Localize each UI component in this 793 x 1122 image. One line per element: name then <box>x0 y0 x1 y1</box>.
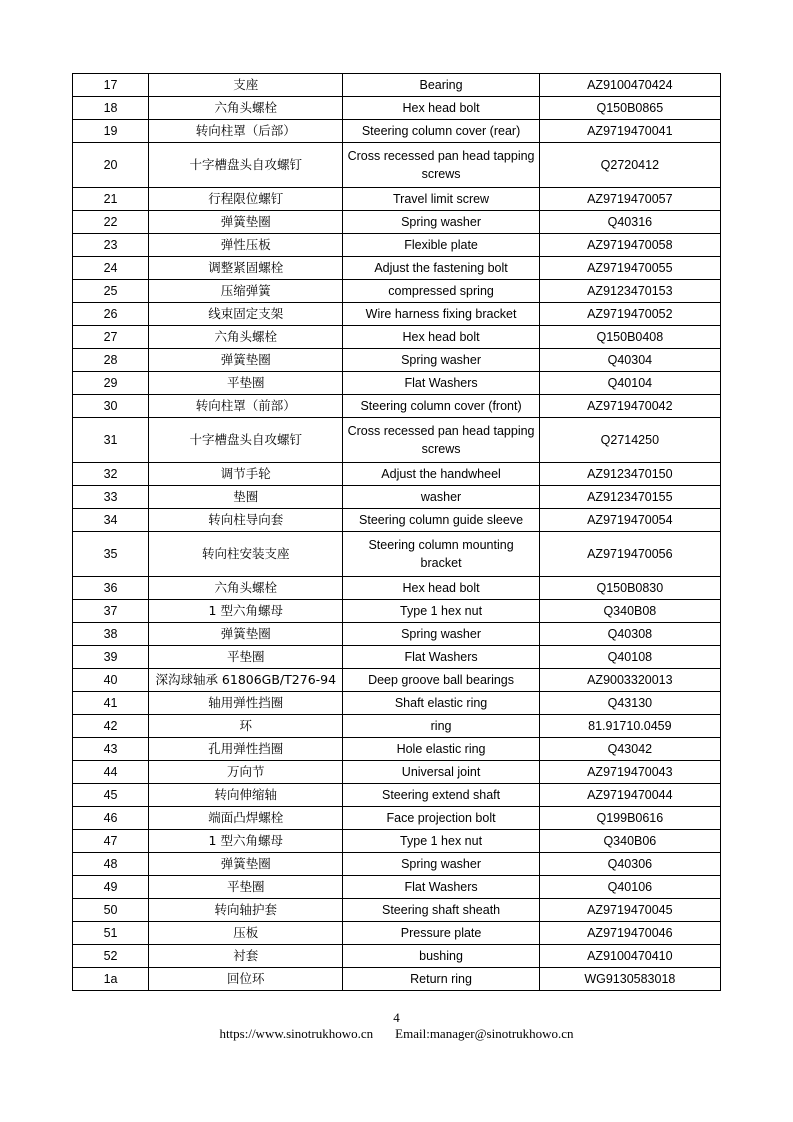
table-row <box>73 761 721 784</box>
chinese-name-cell: 十字槽盘头自攻螺钉 <box>149 418 343 463</box>
part-code-cell: Q340B06 <box>539 830 720 853</box>
part-code-cell: Q40104 <box>539 372 720 395</box>
table-row <box>73 509 721 532</box>
part-code-cell: Q40304 <box>539 349 720 372</box>
part-code-cell: Q150B0830 <box>539 577 720 600</box>
chinese-name-cell: 六角头螺栓 <box>149 577 343 600</box>
part-code-cell: AZ9719470052 <box>539 303 720 326</box>
english-name-cell: Flat Washers <box>343 646 539 669</box>
chinese-name-cell: 调整紧固螺栓 <box>149 257 343 280</box>
english-name-cell: Spring washer <box>343 211 539 234</box>
part-number-cell: 35 <box>73 532 149 577</box>
english-name-cell: Spring washer <box>343 623 539 646</box>
table-row <box>73 945 721 968</box>
part-code-cell: AZ9123470155 <box>539 486 720 509</box>
english-name-cell: Hole elastic ring <box>343 738 539 761</box>
part-code-cell: AZ9719470045 <box>539 899 720 922</box>
table-row <box>73 715 721 738</box>
english-name-cell: Flexible plate <box>343 234 539 257</box>
part-number-cell: 46 <box>73 807 149 830</box>
chinese-name-cell: 1 型六角螺母 <box>149 600 343 623</box>
part-number-cell: 34 <box>73 509 149 532</box>
chinese-name-cell: 弹簧垫圈 <box>149 349 343 372</box>
table-row <box>73 303 721 326</box>
english-name-cell: bushing <box>343 945 539 968</box>
part-code-cell: AZ9100470410 <box>539 945 720 968</box>
english-name-cell: Bearing <box>343 74 539 97</box>
part-number-cell: 1a <box>73 968 149 991</box>
table-row <box>73 830 721 853</box>
chinese-name-cell: 1 型六角螺母 <box>149 830 343 853</box>
chinese-name-cell: 六角头螺栓 <box>149 97 343 120</box>
part-number-cell: 51 <box>73 922 149 945</box>
table-row <box>73 532 721 577</box>
table-row <box>73 74 721 97</box>
part-number-cell: 24 <box>73 257 149 280</box>
english-name-cell: Steering column mounting bracket <box>343 532 539 577</box>
english-name-cell: Shaft elastic ring <box>343 692 539 715</box>
english-name-cell: ring <box>343 715 539 738</box>
part-number-cell: 27 <box>73 326 149 349</box>
english-name-cell: Travel limit screw <box>343 188 539 211</box>
english-name-cell: compressed spring <box>343 280 539 303</box>
table-row <box>73 876 721 899</box>
english-name-cell: Face projection bolt <box>343 807 539 830</box>
part-number-cell: 40 <box>73 669 149 692</box>
chinese-name-cell: 线束固定支架 <box>149 303 343 326</box>
english-name-cell: Hex head bolt <box>343 326 539 349</box>
chinese-name-cell: 环 <box>149 715 343 738</box>
part-code-cell: AZ9719470041 <box>539 120 720 143</box>
table-row <box>73 120 721 143</box>
footer-contact <box>0 1026 793 1042</box>
part-number-cell: 38 <box>73 623 149 646</box>
english-name-cell: Adjust the handwheel <box>343 463 539 486</box>
chinese-name-cell: 转向轴护套 <box>149 899 343 922</box>
english-name-cell: Hex head bolt <box>343 97 539 120</box>
chinese-name-cell: 转向柱罩（前部） <box>149 395 343 418</box>
part-code-cell: AZ9719470055 <box>539 257 720 280</box>
part-code-cell: Q40308 <box>539 623 720 646</box>
english-name-cell: Steering extend shaft <box>343 784 539 807</box>
english-name-cell: Type 1 hex nut <box>343 600 539 623</box>
chinese-name-cell: 转向伸缩轴 <box>149 784 343 807</box>
part-code-cell: AZ9719470044 <box>539 784 720 807</box>
part-code-cell: AZ9123470153 <box>539 280 720 303</box>
part-number-cell: 41 <box>73 692 149 715</box>
table-row <box>73 486 721 509</box>
parts-table-body <box>73 74 721 991</box>
part-code-cell: AZ9123470150 <box>539 463 720 486</box>
part-code-cell: AZ9719470056 <box>539 532 720 577</box>
chinese-name-cell: 回位环 <box>149 968 343 991</box>
chinese-name-cell: 支座 <box>149 74 343 97</box>
table-row <box>73 669 721 692</box>
part-code-cell: WG9130583018 <box>539 968 720 991</box>
website-link[interactable]: https://www.sinotrukhowo.cn <box>219 1026 374 1041</box>
table-row <box>73 97 721 120</box>
part-number-cell: 31 <box>73 418 149 463</box>
part-code-cell: AZ9719470046 <box>539 922 720 945</box>
table-row <box>73 234 721 257</box>
part-number-cell: 21 <box>73 188 149 211</box>
part-number-cell: 20 <box>73 143 149 188</box>
english-name-cell: Flat Washers <box>343 372 539 395</box>
english-name-cell: Adjust the fastening bolt <box>343 257 539 280</box>
table-row <box>73 188 721 211</box>
part-code-cell: Q2720412 <box>539 143 720 188</box>
chinese-name-cell: 垫圈 <box>149 486 343 509</box>
page-number: 4 <box>393 1010 400 1025</box>
part-number-cell: 37 <box>73 600 149 623</box>
english-name-cell: Steering column cover (front) <box>343 395 539 418</box>
part-code-cell: AZ9719470043 <box>539 761 720 784</box>
table-row <box>73 899 721 922</box>
part-number-cell: 33 <box>73 486 149 509</box>
english-name-cell: Wire harness fixing bracket <box>343 303 539 326</box>
chinese-name-cell: 六角头螺栓 <box>149 326 343 349</box>
table-row <box>73 280 721 303</box>
part-number-cell: 25 <box>73 280 149 303</box>
chinese-name-cell: 压板 <box>149 922 343 945</box>
part-number-cell: 50 <box>73 899 149 922</box>
english-name-cell: Cross recessed pan head tapping screws <box>343 143 539 188</box>
chinese-name-cell: 万向节 <box>149 761 343 784</box>
part-number-cell: 48 <box>73 853 149 876</box>
english-name-cell: washer <box>343 486 539 509</box>
table-row <box>73 807 721 830</box>
english-name-cell: Type 1 hex nut <box>343 830 539 853</box>
part-code-cell: AZ9719470054 <box>539 509 720 532</box>
table-row <box>73 784 721 807</box>
part-number-cell: 19 <box>73 120 149 143</box>
chinese-name-cell: 行程限位螺钉 <box>149 188 343 211</box>
part-code-cell: 81.91710.0459 <box>539 715 720 738</box>
chinese-name-cell: 弹簧垫圈 <box>149 211 343 234</box>
table-row <box>73 853 721 876</box>
part-code-cell: Q43130 <box>539 692 720 715</box>
part-code-cell: Q150B0408 <box>539 326 720 349</box>
english-name-cell: Pressure plate <box>343 922 539 945</box>
table-row <box>73 600 721 623</box>
part-code-cell: Q40316 <box>539 211 720 234</box>
table-row <box>73 326 721 349</box>
part-number-cell: 52 <box>73 945 149 968</box>
part-number-cell: 32 <box>73 463 149 486</box>
table-row <box>73 623 721 646</box>
chinese-name-cell: 转向柱罩（后部） <box>149 120 343 143</box>
part-code-cell: Q40108 <box>539 646 720 669</box>
table-row <box>73 646 721 669</box>
parts-table <box>72 73 721 991</box>
part-number-cell: 39 <box>73 646 149 669</box>
table-row <box>73 418 721 463</box>
part-number-cell: 29 <box>73 372 149 395</box>
part-code-cell: Q40306 <box>539 853 720 876</box>
part-code-cell: Q40106 <box>539 876 720 899</box>
english-name-cell: Steering column guide sleeve <box>343 509 539 532</box>
chinese-name-cell: 弹簧垫圈 <box>149 853 343 876</box>
part-number-cell: 30 <box>73 395 149 418</box>
table-row <box>73 395 721 418</box>
english-name-cell: Flat Washers <box>343 876 539 899</box>
part-number-cell: 44 <box>73 761 149 784</box>
table-row <box>73 692 721 715</box>
table-row <box>73 968 721 991</box>
part-code-cell: AZ9719470042 <box>539 395 720 418</box>
chinese-name-cell: 弹性压板 <box>149 234 343 257</box>
part-code-cell: AZ9003320013 <box>539 669 720 692</box>
part-number-cell: 28 <box>73 349 149 372</box>
table-row <box>73 922 721 945</box>
english-name-cell: Cross recessed pan head tapping screws <box>343 418 539 463</box>
part-number-cell: 26 <box>73 303 149 326</box>
table-row <box>73 463 721 486</box>
chinese-name-cell: 端面凸焊螺栓 <box>149 807 343 830</box>
table-row <box>73 143 721 188</box>
table-row <box>73 738 721 761</box>
part-number-cell: 22 <box>73 211 149 234</box>
english-name-cell: Spring washer <box>343 349 539 372</box>
part-code-cell: Q150B0865 <box>539 97 720 120</box>
part-code-cell: Q43042 <box>539 738 720 761</box>
part-number-cell: 17 <box>73 74 149 97</box>
part-number-cell: 43 <box>73 738 149 761</box>
chinese-name-cell: 转向柱导向套 <box>149 509 343 532</box>
english-name-cell: Steering shaft sheath <box>343 899 539 922</box>
email-link[interactable]: Email:manager@sinotrukhowo.cn <box>395 1026 574 1041</box>
chinese-name-cell: 孔用弹性挡圈 <box>149 738 343 761</box>
part-number-cell: 45 <box>73 784 149 807</box>
english-name-cell: Universal joint <box>343 761 539 784</box>
part-number-cell: 36 <box>73 577 149 600</box>
part-number-cell: 47 <box>73 830 149 853</box>
chinese-name-cell: 轴用弹性挡圈 <box>149 692 343 715</box>
english-name-cell: Steering column cover (rear) <box>343 120 539 143</box>
chinese-name-cell: 弹簧垫圈 <box>149 623 343 646</box>
table-row <box>73 577 721 600</box>
part-code-cell: Q340B08 <box>539 600 720 623</box>
part-number-cell: 23 <box>73 234 149 257</box>
part-number-cell: 42 <box>73 715 149 738</box>
part-number-cell: 18 <box>73 97 149 120</box>
english-name-cell: Return ring <box>343 968 539 991</box>
chinese-name-cell: 衬套 <box>149 945 343 968</box>
part-code-cell: Q2714250 <box>539 418 720 463</box>
english-name-cell: Spring washer <box>343 853 539 876</box>
english-name-cell: Hex head bolt <box>343 577 539 600</box>
part-code-cell: AZ9100470424 <box>539 74 720 97</box>
chinese-name-cell: 十字槽盘头自攻螺钉 <box>149 143 343 188</box>
chinese-name-cell: 平垫圈 <box>149 876 343 899</box>
part-code-cell: AZ9719470058 <box>539 234 720 257</box>
chinese-name-cell: 深沟球轴承 61806GB/T276-94 <box>149 669 343 692</box>
chinese-name-cell: 平垫圈 <box>149 372 343 395</box>
table-row <box>73 257 721 280</box>
english-name-cell: Deep groove ball bearings <box>343 669 539 692</box>
table-row <box>73 211 721 234</box>
part-number-cell: 49 <box>73 876 149 899</box>
part-code-cell: AZ9719470057 <box>539 188 720 211</box>
chinese-name-cell: 转向柱安装支座 <box>149 532 343 577</box>
table-row <box>73 372 721 395</box>
part-code-cell: Q199B0616 <box>539 807 720 830</box>
chinese-name-cell: 调节手轮 <box>149 463 343 486</box>
chinese-name-cell: 平垫圈 <box>149 646 343 669</box>
chinese-name-cell: 压缩弹簧 <box>149 280 343 303</box>
table-row <box>73 349 721 372</box>
